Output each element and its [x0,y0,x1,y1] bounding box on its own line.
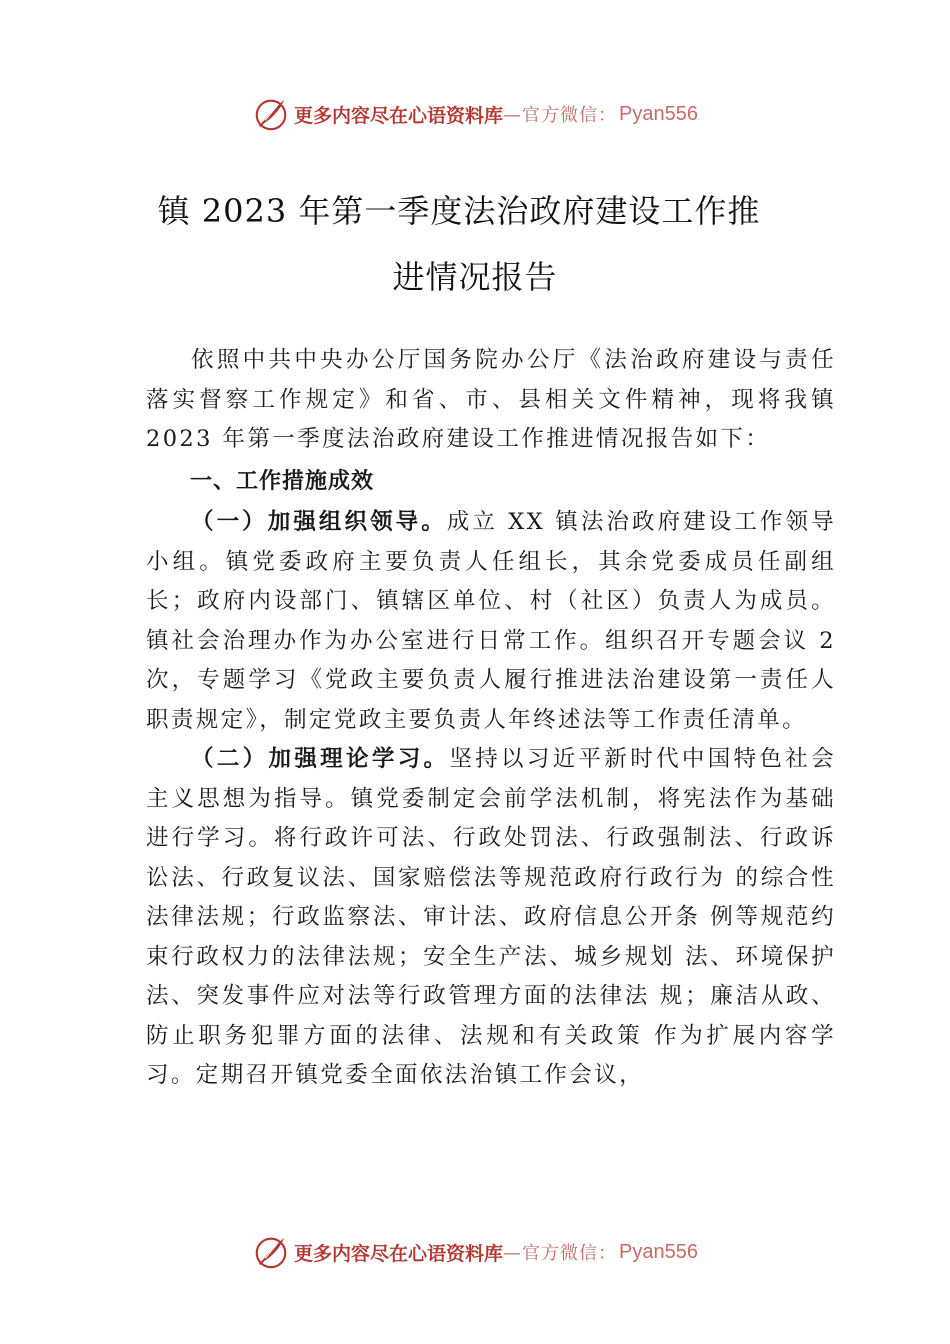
item2-lead: （二）加强理论学习。 [191,746,450,772]
header-watermark-banner [0,94,950,134]
intro-paragraph: 依照中共中央办公厅国务院办公厅《法治政府建设与责任落实督察工作规定》和省、市、县相关文件精神，现将我镇 2023 年第一季度法治政府建设工作推进情况报告如下： [146,347,836,452]
section-heading: 一、工作措施成效 [190,468,375,494]
brand-name: 更多内容尽在心语资料库 [294,104,504,127]
quill-pen-logo-icon [252,1233,290,1271]
wechat-id: Pyan556 [619,1240,698,1263]
channel-label: —官方微信： [503,1243,618,1264]
document-title-line2: 进情况报告 [392,258,558,296]
item1-paragraph [146,503,836,740]
item2-paragraph [146,740,836,1096]
wechat-id: Pyan556 [619,102,698,125]
document-body [146,341,836,1096]
item1-text: 成立 XX 镇法治政府建设工作领导小组。镇党委政府主要负责人任组长，其余党委成员任副组长；政府内设部门、镇辖区单位、村（社区）负责人为成员。镇社会治理办作为办公室进行日常工作。组织召开专题会议 2 次，专题学习《党政主要负责人履行推进法治建设第一责任人职责规定》，制定党政主要负责人年终述法等工作责任清单。 [146,509,836,733]
item1-lead: （一）加强组织领导。 [191,509,447,535]
item2-text: 坚持以习近平新时代中国特色社会主义思想为指导。镇党委制定会前学法机制，将宪法作为基础进行学习。将行政许可法、行政处罚法、行政强制法、行政诉讼法、行政复议法、国家赔偿法等规范政府行政行为 的综合性法律法规；行政监察法、审计法、政府信息公开条 例等规范约束行政权力的法律法规；安全生产法、城乡规划 法、环境保护法、突发事件应对法等行政管理方面的法律法 规；廉洁从政、防止职务犯罪方面的法律、法规和有关政策 作为扩展内容学习。定期召开镇党委全面依法治镇工作会议， [146,746,836,1088]
document-title-line1: 镇 2023 年第一季度法治政府建设工作推 [157,192,761,230]
footer-watermark-banner [0,1232,950,1272]
channel-label: —官方微信： [503,105,618,126]
quill-pen-logo-icon [252,95,290,133]
brand-name: 更多内容尽在心语资料库 [294,1242,504,1265]
